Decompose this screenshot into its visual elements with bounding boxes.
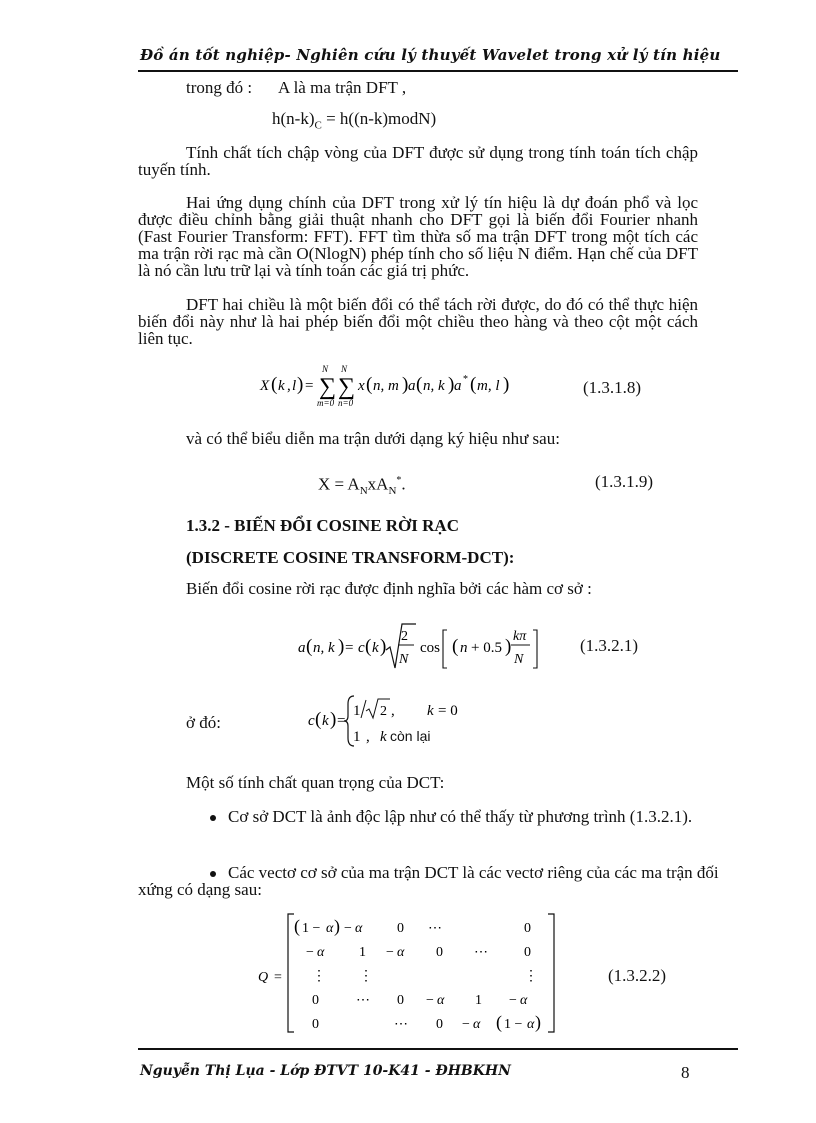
svg-text:⋯: ⋯: [356, 993, 370, 1008]
svg-text:=: =: [305, 378, 314, 394]
svg-text:N: N: [341, 364, 348, 374]
svg-text:n=0: n=0: [338, 398, 354, 408]
svg-text:,: ,: [366, 729, 370, 745]
svg-text:−: −: [509, 993, 517, 1008]
eq2-end: .: [401, 474, 406, 494]
svg-text:): ): [380, 636, 387, 657]
svg-text:): ): [402, 374, 409, 395]
svg-text:−: −: [386, 945, 394, 960]
bullet-item-independent: [160, 808, 700, 825]
svg-text:k: k: [322, 713, 329, 729]
svg-text:α: α: [326, 921, 334, 936]
svg-text:⋯: ⋯: [394, 1017, 408, 1032]
svg-text:+ 0.5: + 0.5: [471, 640, 502, 656]
svg-text:∑: ∑: [319, 374, 337, 400]
svg-text:(: (: [470, 374, 477, 395]
svg-text:,: ,: [287, 378, 291, 394]
definition-a: A là ma trận DFT ,: [278, 78, 407, 97]
svg-text:k: k: [372, 640, 379, 656]
svg-text:n, k: n, k: [313, 640, 335, 656]
where-label-ck: ở đó:: [186, 713, 221, 732]
svg-text:⋯: ⋯: [474, 945, 488, 960]
svg-text:a: a: [298, 640, 306, 656]
page-number: 8: [681, 1063, 690, 1082]
svg-text:⋮: ⋮: [359, 969, 373, 984]
svg-text:0: 0: [436, 1017, 443, 1032]
svg-text:1: 1: [359, 945, 366, 960]
svg-text:α: α: [527, 1017, 535, 1032]
svg-text:(: (: [416, 374, 423, 395]
svg-text:∑: ∑: [338, 374, 356, 400]
svg-text:N: N: [322, 364, 329, 374]
svg-text:Q: Q: [258, 970, 269, 985]
ck-otherwise-label: còn lại: [390, 728, 431, 744]
svg-text:(: (: [271, 374, 278, 395]
svg-text:2: 2: [401, 629, 408, 644]
svg-text:): ): [338, 636, 345, 657]
svg-text:α: α: [397, 945, 405, 960]
equation-2d-dft: [250, 362, 520, 412]
svg-text:c: c: [308, 713, 315, 729]
svg-text:α: α: [355, 921, 363, 936]
paragraph-2d-dft: DFT hai chiều là một biến đổi có thể tách rời được, do đó có thể thực hiện biến đổi này như là hai phép biến đổi một chiều theo hàng và theo cột một cách liên tục.: [138, 295, 698, 348]
definition-h-sub: C: [314, 119, 322, 132]
svg-text:(: (: [294, 916, 300, 936]
svg-text:0: 0: [524, 945, 531, 960]
svg-text:0: 0: [312, 1017, 319, 1032]
svg-text:): ): [330, 709, 337, 730]
equation-number-1318: (1.3.1.8): [583, 378, 642, 397]
paragraph-matrix-notation: và có thể biểu diễn ma trận dưới dạng ký hiệu như sau:: [186, 429, 560, 448]
page-header: Đồ án tốt nghiệp- Nghiên cứu lý thuyết Wavelet trong xử lý tín hiệu: [140, 46, 721, 64]
eq2-sub1: N: [359, 485, 368, 498]
svg-text:(: (: [496, 1012, 502, 1032]
svg-text:⋮: ⋮: [524, 969, 538, 984]
svg-text:α: α: [520, 993, 528, 1008]
svg-text:0: 0: [397, 921, 404, 936]
svg-text:1: 1: [353, 703, 361, 719]
header-rule: [138, 70, 738, 72]
svg-text:kπ: kπ: [513, 629, 527, 644]
bullet-dot-icon: [210, 815, 216, 821]
svg-text:): ): [535, 1012, 541, 1032]
svg-text:cos: cos: [420, 640, 440, 656]
svg-text:1 −: 1 −: [302, 921, 321, 936]
bullet-text-independent: Cơ sở DCT là ảnh độc lập như có thể thấy từ phương trình (1.3.2.1).: [228, 807, 693, 826]
footer-rule: [138, 1048, 738, 1050]
svg-text:−: −: [306, 945, 314, 960]
svg-text:0: 0: [397, 993, 404, 1008]
paragraph-circular-convolution: Tính chất tích chập vòng của DFT được sử dụng trong tính toán tích chập tuyến tính.: [138, 143, 698, 179]
section-heading-dct-english: (DISCRETE COSINE TRANSFORM-DCT):: [186, 548, 515, 567]
definition-h-left: h(n-k): [272, 109, 315, 128]
svg-text:(: (: [315, 709, 322, 730]
svg-text:1: 1: [353, 729, 361, 745]
svg-text:−: −: [344, 921, 352, 936]
svg-text:α: α: [437, 993, 445, 1008]
svg-text:x: x: [358, 378, 365, 394]
paragraph-dct-definition: Biến đổi cosine rời rạc được định nghĩa bởi các hàm cơ sở :: [186, 579, 592, 598]
svg-text:): ): [503, 374, 510, 395]
svg-text:*: *: [463, 374, 468, 385]
svg-text:n, m: n, m: [373, 378, 399, 394]
paragraph-dct-properties: Một số tính chất quan trọng của DCT:: [186, 773, 445, 792]
svg-text:m, l: m, l: [477, 378, 500, 394]
bullet-text-eigenvectors: Các vectơ cơ sở của ma trận DCT là các vectơ riêng của các ma trận đối xứng có dạng sau:: [138, 863, 719, 899]
section-heading-dct: 1.3.2 - BIẾN ĐỔI COSINE RỜI RẠC: [186, 516, 459, 535]
svg-text:=: =: [337, 713, 346, 729]
equation-matrix-form: [318, 472, 406, 500]
equation-number-1319: (1.3.1.9): [595, 472, 654, 491]
bullet-item-eigenvectors: [138, 864, 722, 898]
svg-text:1 −: 1 −: [504, 1017, 523, 1032]
svg-text:0: 0: [524, 921, 531, 936]
svg-text:⋯: ⋯: [428, 921, 442, 936]
svg-text:0: 0: [436, 945, 443, 960]
definition-h-right: = h((n-k)modN): [321, 109, 437, 128]
svg-text:c: c: [358, 640, 365, 656]
svg-text:=: =: [274, 970, 282, 985]
svg-text:(: (: [306, 636, 313, 657]
paragraph-dft-applications: Hai ứng dụng chính của DFT trong xử lý tín hiệu là dự đoán phổ và lọc được điều chỉnh bằng giải thuật nhanh cho DFT gọi là biến đổi Fourier nhanh (Fast Fourier Transform: FFT). FFT tìm thừa số ma trận DFT trong một tích các ma trận rời rạc mà cần O(NlogN) phép tính cho số liệu N điểm. Hạn chế của DFT là nó cần lưu trữ lại và tính toán các giá trị phức.: [138, 193, 698, 280]
svg-text:1: 1: [475, 993, 482, 1008]
svg-text:−: −: [462, 1017, 470, 1032]
svg-text:(: (: [452, 636, 459, 657]
svg-text:m=0: m=0: [317, 398, 335, 408]
eq2-sup: *: [396, 475, 402, 486]
bullet-dot-icon: [210, 871, 216, 877]
svg-text:−: −: [426, 993, 434, 1008]
svg-text:): ): [505, 636, 512, 657]
equation-number-1321: (1.3.2.1): [580, 636, 639, 655]
eq2-mid-part: xA: [367, 474, 389, 494]
where-label: trong đó :: [186, 78, 253, 97]
svg-text:=: =: [345, 640, 354, 656]
equation-dct-basis: [292, 620, 542, 674]
svg-text:⋮: ⋮: [312, 969, 326, 984]
svg-text:N: N: [514, 652, 524, 667]
svg-text:α: α: [473, 1017, 481, 1032]
svg-text:k: k: [380, 729, 387, 745]
svg-text:,: ,: [391, 703, 395, 719]
svg-text:2: 2: [380, 704, 387, 719]
svg-text:= 0: = 0: [438, 703, 458, 719]
svg-text:l: l: [292, 378, 297, 394]
svg-text:): ): [297, 374, 304, 395]
svg-text:k: k: [427, 703, 434, 719]
svg-text:n, k: n, k: [423, 378, 445, 394]
svg-text:(: (: [366, 374, 373, 395]
equation-matrix-q: [256, 908, 566, 1038]
svg-text:n: n: [460, 640, 468, 656]
svg-text:a: a: [454, 378, 462, 394]
svg-text:k: k: [278, 378, 285, 394]
svg-text:a: a: [408, 378, 416, 394]
svg-text:0: 0: [312, 993, 319, 1008]
svg-text:): ): [448, 374, 455, 395]
equation-number-1322: (1.3.2.2): [608, 966, 667, 985]
svg-text:α: α: [317, 945, 325, 960]
eq2-x-part: X = A: [318, 474, 360, 494]
svg-text:N: N: [399, 652, 409, 667]
eq2-sub2: N: [388, 485, 397, 498]
svg-text:(: (: [365, 636, 372, 657]
footer-author: Nguyễn Thị Lụa - Lớp ĐTVT 10-K41 - ĐHBKHN: [140, 1063, 511, 1079]
svg-text:X: X: [260, 378, 270, 394]
svg-text:): ): [334, 916, 340, 936]
definition-h: [272, 110, 436, 134]
